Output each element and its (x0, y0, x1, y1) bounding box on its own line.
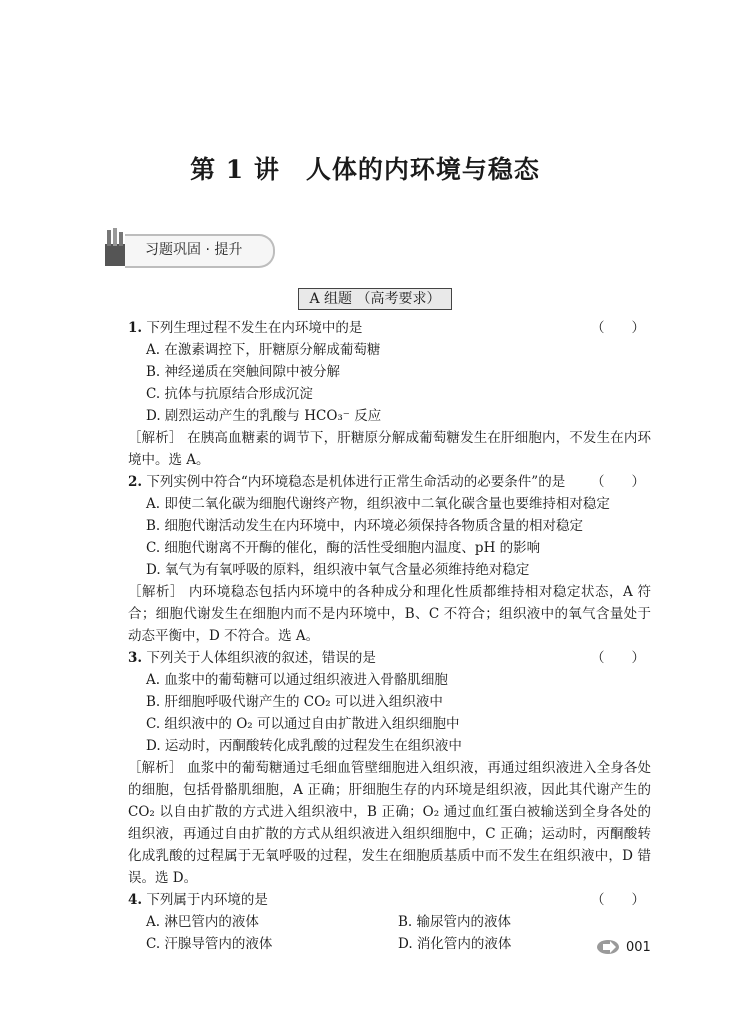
option: B. 细胞代谢活动发生在内环境中，内环境必须保持各物质含量的相对稳定 (146, 518, 584, 534)
option: D. 运动时，丙酮酸转化成乳酸的过程发生在组织液中 (146, 738, 462, 754)
group-header: A 组题 （高考要求） (298, 288, 452, 310)
analysis (128, 427, 651, 471)
question-4 (128, 889, 651, 911)
question-stem: 下列关于人体组织液的叙述，错误的是 (146, 650, 376, 666)
analysis (128, 757, 651, 889)
option: B. 输尿管内的液体 (398, 914, 512, 930)
analysis-text: 内环境稳态包括内环境中的各种成分和理化性质都维持相对稳定状态，A 符合；细胞代谢发生在细胞内而不是内环境中，B、C 不符合；组织液中的氧气含量处于动态平衡中，D 不符合。选 A。 (128, 584, 652, 644)
page-number-text: 001 (626, 939, 651, 955)
option: C. 细胞代谢离不开酶的催化，酶的活性受细胞内温度、pH 的影响 (146, 540, 541, 556)
page-number (596, 938, 651, 956)
question-stem: 下列属于内环境的是 (146, 892, 268, 908)
option: C. 抗体与抗原结合形成沉淀 (146, 386, 313, 402)
section-banner (103, 228, 283, 268)
analysis-tag: ［解析］ (128, 430, 183, 446)
analysis-text: 血浆中的葡萄糖通过毛细血管壁细胞进入组织液，再通过组织液进入全身各处的细胞，包括骨骼肌细胞，A 正确；肝细胞生存的内环境是组织液，因此其代谢产生的 CO₂ 以自由扩散的方式进入组织液中，B 正确；O₂ 通过血红蛋白被输送到全身各处的组织液，再通过自由扩散的方式从组织液进入组织细胞中，C 正确；运动时，丙酮酸转化成乳酸的过程属于无氧呼吸的过程，发生在细胞质基质中而不发生在组织液中，D 错误。选 D。 (128, 760, 652, 886)
page-arrow-icon (596, 939, 620, 955)
question-3 (128, 647, 651, 669)
question-number: 1. (128, 320, 143, 336)
answer-blank: （ ） (591, 474, 645, 490)
option: A. 即使二氧化碳为细胞代谢终产物，组织液中二氧化碳含量也要维持相对稳定 (146, 496, 610, 512)
option: D. 氧气为有氧呼吸的原料，组织液中氧气含量必须维持绝对稳定 (146, 562, 530, 578)
option: D. 消化管内的液体 (398, 936, 512, 952)
option: C. 汗腺导管内的液体 (146, 936, 273, 952)
question-stem: 下列生理过程不发生在内环境中的是 (146, 320, 363, 336)
analysis-text: 在胰高血糖素的调节下，肝糖原分解成葡萄糖发生在肝细胞内，不发生在内环境中。选 A。 (128, 430, 652, 468)
question-number: 4. (128, 892, 143, 908)
option-row (128, 933, 651, 955)
option: C. 组织液中的 O₂ 可以通过自由扩散进入组织细胞中 (146, 716, 460, 732)
option-row (128, 911, 651, 933)
answer-blank: （ ） (591, 320, 645, 336)
page-title: 第 1 讲 人体的内环境与稳态 (190, 155, 540, 184)
analysis-tag: ［解析］ (128, 584, 185, 600)
analysis-tag: ［解析］ (128, 760, 183, 776)
question-number: 2. (128, 474, 143, 490)
question-stem: 下列实例中符合“内环境稳态是机体进行正常生命活动的必要条件”的是 (146, 474, 566, 490)
option: B. 神经递质在突触间隙中被分解 (146, 364, 341, 380)
analysis (128, 581, 651, 647)
option: B. 肝细胞呼吸代谢产生的 CO₂ 可以进入组织液中 (146, 694, 443, 710)
section-label: 习题巩固 · 提升 (145, 242, 243, 258)
question-1 (128, 317, 651, 339)
option: A. 在激素调控下，肝糖原分解成葡萄糖 (146, 342, 381, 358)
option: D. 剧烈运动产生的乳酸与 HCO₃⁻ 反应 (146, 408, 382, 424)
question-list (128, 317, 651, 955)
answer-blank: （ ） (591, 892, 645, 908)
question-number: 3. (128, 650, 143, 666)
option: A. 淋巴管内的液体 (146, 914, 259, 930)
answer-blank: （ ） (591, 650, 645, 666)
question-2 (128, 471, 651, 493)
option: A. 血浆中的葡萄糖可以通过组织液进入骨骼肌细胞 (146, 672, 448, 688)
